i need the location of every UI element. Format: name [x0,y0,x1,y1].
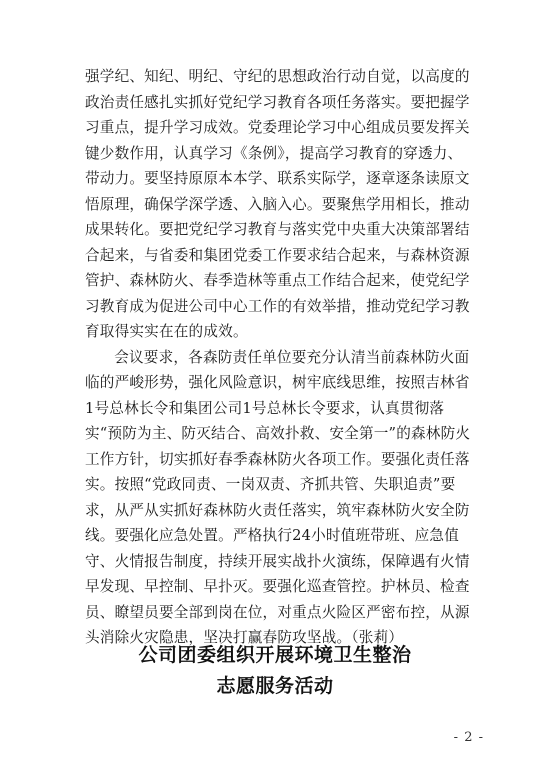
page-number: - 2 - [453,730,484,745]
paragraph-party-discipline-study: 强学纪、知纪、明纪、守纪的思想政治行动自觉，以高度的政治责任感扎实抓好党纪学习教育各项任务落实。要把握学习重点，提升学习成效。党委理论学习中心组成员要发挥关键少数作用，认真学习《条例》，提高学习教育的穿透力、带动力。要坚持原原本本学、联系实际学，逐章逐条读原文悟原理，确保学深学透、入脑入心。要聚焦学用相长，推动成果转化。要把党纪学习教育与落实党中央重大决策部署结合起来，与省委和集团党委工作要求结合起来，与森林资源管护、森林防火、春季造林等重点工作结合起来，使党纪学习教育成为促进公司中心工作的有效举措，推动党纪学习教育取得实实在在的成效。 [85,68,470,340]
paragraph-forest-fire-prevention: 会议要求，各森防责任单位要充分认清当前森林防火面临的严峻形势，强化风险意识，树牢底线思维，按照吉林省1号总林长令和集团公司1号总林长令要求，认真贯彻落实“预防为主、防灭结合、高效扑救、安全第一”的森林防火工作方针，切实抓好春季森林防火各项工作。要强化责任落实。按照“党政同责、一岗双责、齐抓共管、失职追责”要求，从严从实抓好森林防火责任落实，筑牢森林防火安全防线。要强化应急处置。严格执行24小时值班带班、应急值守、火情报告制度，持续开展实战扑火演练，保障遇有火情早发现、早控制、早扑灭。要强化巡查管控。护林员、检查员、瞭望员要全部到岗在位，对重点火险区严密布控，从源头消除火灾隐患，坚决打赢春防攻坚战。（张莉） [85,348,471,646]
section-title-line-1: 公司团委组织开展环境卫生整治 [138,644,412,666]
section-title-line-2: 志愿服务活动 [216,675,334,697]
article-body [85,64,473,651]
